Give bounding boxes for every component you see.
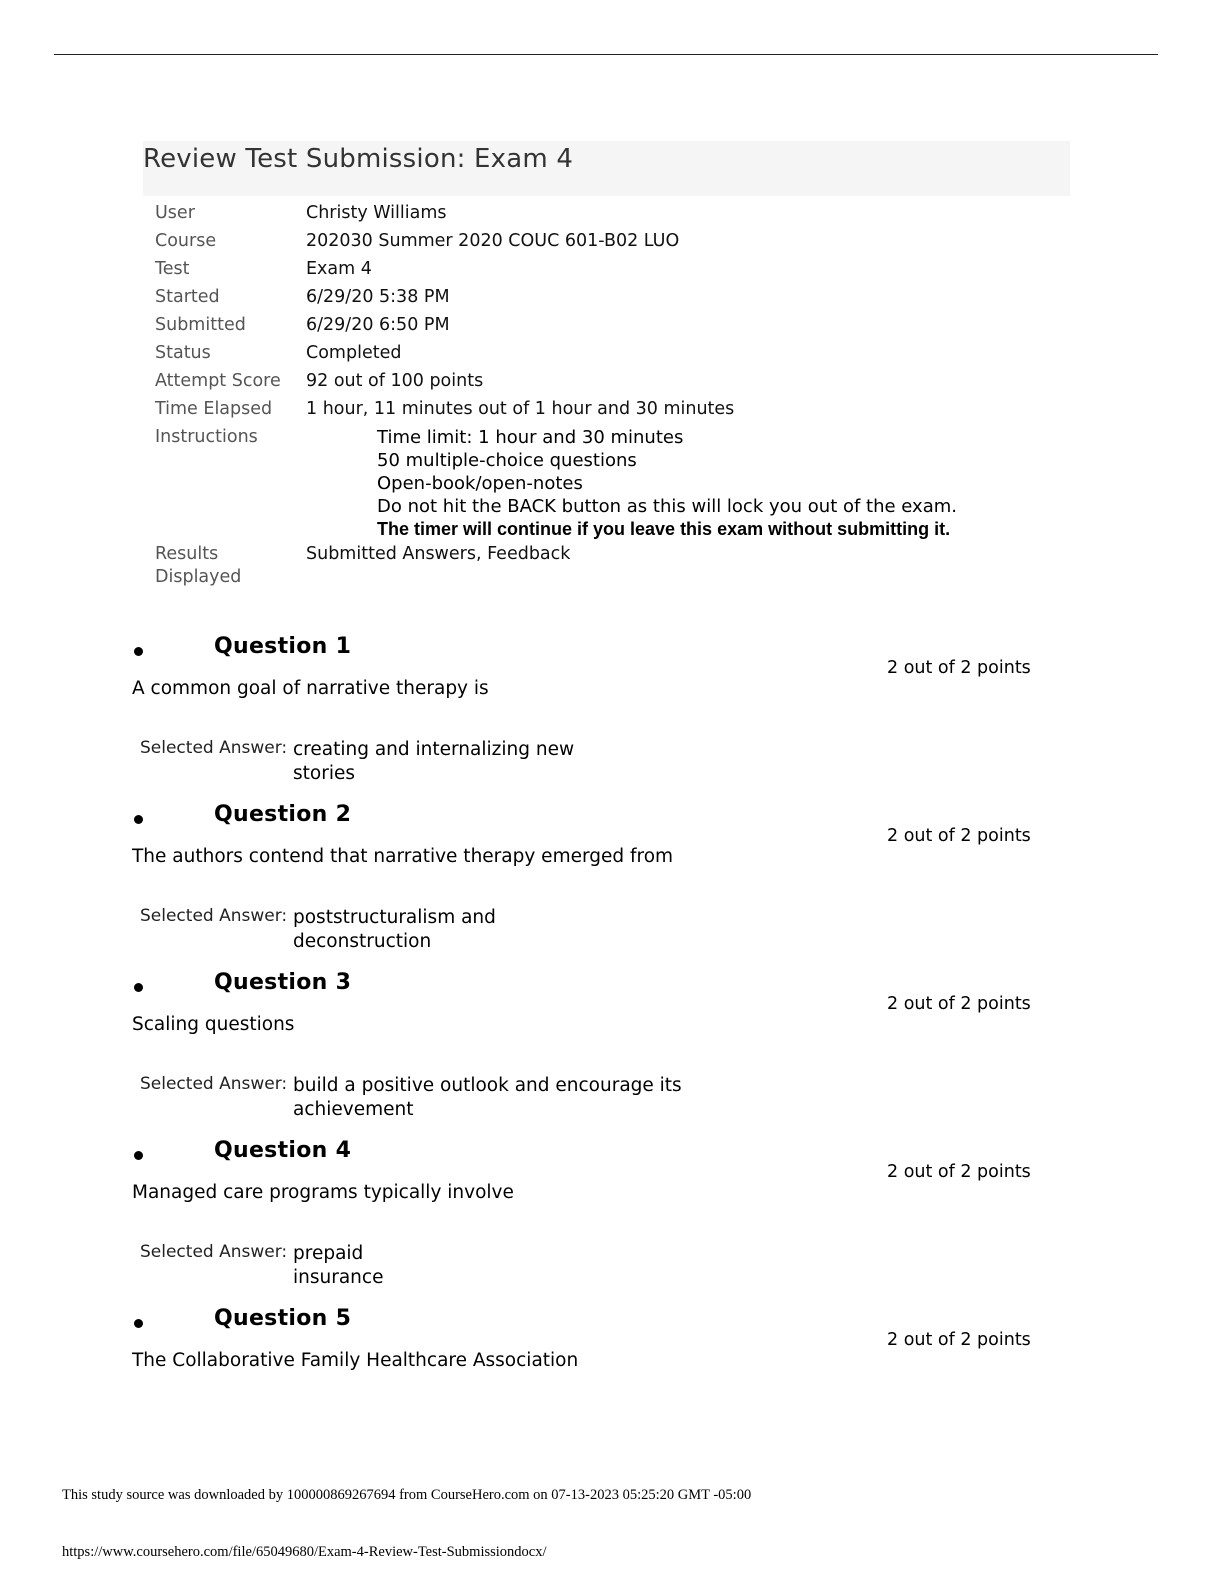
download-notice: This study source was downloaded by 100000869267694 from CourseHero.com on 07-13-2023 05:25:20 GMT -05:00: [62, 1487, 752, 1503]
detail-label: Time Elapsed: [155, 399, 273, 419]
question-header: [132, 970, 1092, 1014]
question-points: 2 out of 2 points: [887, 994, 1031, 1014]
question-text: Scaling questions: [132, 1014, 295, 1035]
question-title: Question 2: [214, 802, 352, 827]
selected-answer-value: prepaid insurance: [293, 1243, 384, 1288]
bullet-icon: [134, 1319, 143, 1328]
selected-answer-value: build a positive outlook and encourage its achievement: [293, 1075, 682, 1120]
detail-value: Christy Williams: [306, 203, 447, 223]
detail-label: User: [155, 203, 195, 223]
question-block: [132, 1306, 1092, 1371]
question-title: Question 3: [214, 970, 352, 995]
selected-answer-value: poststructuralism and deconstruction: [293, 907, 496, 952]
question-block: [132, 1138, 1092, 1288]
detail-label: Status: [155, 343, 211, 363]
selected-answer: [140, 1073, 723, 1122]
instructions-text: [306, 423, 966, 541]
question-header: [132, 802, 1092, 846]
question-block: [132, 634, 1092, 784]
selected-answer-label: Selected Answer:: [140, 1242, 288, 1262]
question-points: 2 out of 2 points: [887, 1162, 1031, 1182]
instruction-line-bold: The timer will continue if you leave this exam without submitting it.: [377, 519, 951, 539]
question-text: The Collaborative Family Healthcare Association: [132, 1350, 579, 1371]
question-header: [132, 1306, 1092, 1350]
detail-row-course: [155, 227, 1015, 255]
detail-row-instructions: [155, 423, 1015, 541]
question-title: Question 5: [214, 1306, 352, 1331]
bullet-icon: [134, 815, 143, 824]
instruction-line: Do not hit the BACK button as this will lock you out of the exam.: [377, 496, 957, 517]
detail-row-results-displayed: [155, 543, 1015, 589]
selected-answer-label: Selected Answer:: [140, 738, 288, 758]
detail-label: Course: [155, 231, 217, 251]
question-block: [132, 970, 1092, 1120]
instruction-line: Time limit: 1 hour and 30 minutes: [377, 427, 684, 448]
detail-label: Test: [155, 259, 190, 279]
detail-row-user: [155, 199, 1015, 227]
detail-row-status: [155, 339, 1015, 367]
selected-answer: [140, 737, 623, 786]
question-text: Managed care programs typically involve: [132, 1182, 514, 1203]
question-points: 2 out of 2 points: [887, 826, 1031, 846]
question-points: 2 out of 2 points: [887, 658, 1031, 678]
instruction-line: Open-book/open-notes: [377, 473, 583, 494]
detail-value: 6/29/20 6:50 PM: [306, 315, 450, 335]
detail-value: 1 hour, 11 minutes out of 1 hour and 30 minutes: [306, 399, 735, 419]
page-header: [143, 141, 1070, 196]
detail-value: 6/29/20 5:38 PM: [306, 287, 450, 307]
bullet-icon: [134, 983, 143, 992]
detail-value: Exam 4: [306, 259, 372, 279]
source-url[interactable]: https://www.coursehero.com/file/65049680/Exam-4-Review-Test-Submissiondocx/: [62, 1544, 547, 1560]
bullet-icon: [134, 647, 143, 656]
selected-answer-label: Selected Answer:: [140, 906, 288, 926]
detail-label: Instructions: [155, 427, 258, 447]
selected-answer-label: Selected Answer:: [140, 1074, 288, 1094]
selected-answer: [140, 905, 623, 954]
selected-answer-value: creating and internalizing new stories: [293, 739, 575, 784]
detail-value: Submitted Answers, Feedback: [306, 544, 571, 564]
question-points: 2 out of 2 points: [887, 1330, 1031, 1350]
detail-value: Completed: [306, 343, 402, 363]
page-title: Review Test Submission: Exam 4: [143, 144, 574, 174]
detail-row-test: [155, 255, 1015, 283]
detail-row-attempt-score: [155, 367, 1015, 395]
detail-value: 202030 Summer 2020 COUC 601-B02 LUO: [306, 231, 680, 251]
question-title: Question 1: [214, 634, 352, 659]
detail-row-started: [155, 283, 1015, 311]
submission-details: [155, 199, 1015, 589]
detail-row-time-elapsed: [155, 395, 1015, 423]
detail-label: Submitted: [155, 315, 246, 335]
detail-value: 92 out of 100 points: [306, 371, 484, 391]
bullet-icon: [134, 1151, 143, 1160]
selected-answer: [140, 1241, 403, 1290]
instruction-line: 50 multiple-choice questions: [377, 450, 637, 471]
detail-label: Attempt Score: [155, 371, 281, 391]
top-divider: [54, 54, 1158, 55]
question-text: The authors contend that narrative therapy emerged from: [132, 846, 674, 867]
question-text: A common goal of narrative therapy is: [132, 678, 489, 699]
question-block: [132, 802, 1092, 952]
question-header: [132, 1138, 1092, 1182]
question-header: [132, 634, 1092, 678]
question-title: Question 4: [214, 1138, 352, 1163]
detail-label: Started: [155, 287, 220, 307]
detail-label: Results Displayed: [155, 544, 242, 587]
detail-row-submitted: [155, 311, 1015, 339]
